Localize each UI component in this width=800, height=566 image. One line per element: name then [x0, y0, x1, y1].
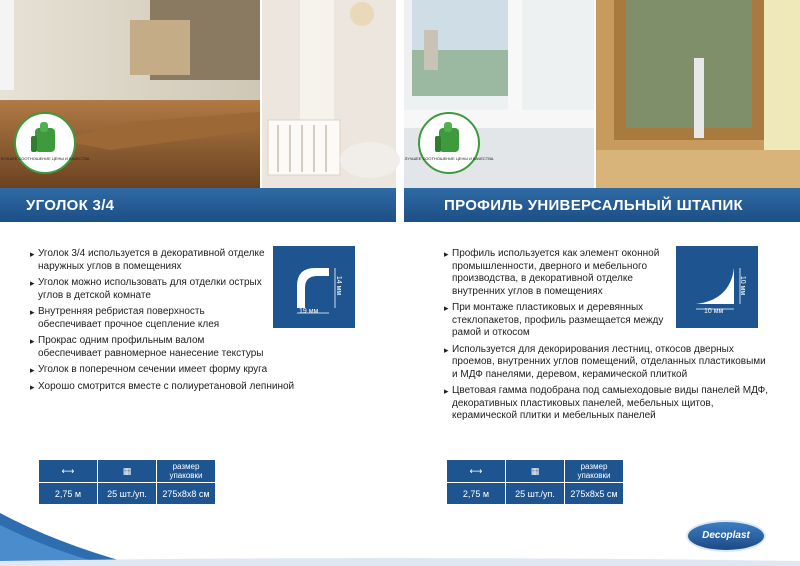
pack-size-header: размер упаковки — [565, 460, 624, 483]
quantity-value: 25 шт./уп. — [506, 483, 565, 505]
pack-size-value: 275x8x8 см — [157, 483, 216, 505]
spec-table — [38, 459, 216, 505]
feature-item: ▸ Прокрас одним профильным валом обеспечивает равномерное нанесение текстуры — [30, 335, 270, 360]
length-value: 2,75 м — [447, 483, 506, 505]
length-value: 2,75 м — [39, 483, 98, 505]
feature-item: ▸ Профиль используется как элемент оконной промышленности, дверного и мебельного производства, в декоративной отделке внутренних углов в помещениях — [444, 248, 667, 298]
package-icon: ▦ — [98, 460, 157, 483]
badge-label: ЛУЧШЕЕ СООТНОШЕНИЕ ЦЕНЫ И КАЧЕСТВА — [404, 156, 494, 161]
feature-item: ▸ Уголок можно использовать для отделки острых углов в детской комнате — [30, 277, 270, 302]
quality-badge — [404, 112, 494, 174]
feature-item: ▸ Уголок 3/4 используется в декоративной отделке наружных углов в помещениях — [30, 248, 270, 273]
title-bar — [0, 188, 396, 222]
feature-item: ▸ При монтаже пластиковых и деревянных стеклопакетов, профиль размещается между рамой и откосом — [444, 302, 667, 340]
feature-list — [30, 248, 295, 397]
feature-item: ▸ Внутренняя ребристая поверхность обеспечивает прочное сцепление клея — [30, 306, 270, 331]
height-dimension: 10 мм — [739, 275, 747, 296]
width-dimension: 10 мм — [704, 308, 724, 315]
length-icon: ⟷ — [447, 460, 506, 483]
feature-item: ▸ Используется для декорирования лестниц, откосов дверных проемов, внутренних углов помещений, отделанных пластиковыми и МДФ панелями, деревом, керамической плиткой — [444, 344, 774, 382]
profile-diagram — [273, 246, 355, 328]
spec-table — [446, 459, 624, 505]
decorative-wave — [0, 505, 800, 566]
pack-size-value: 275x8x5 см — [565, 483, 624, 505]
product-title: ПРОФИЛЬ УНИВЕРСАЛЬНЫЙ ШТАПИК — [444, 197, 744, 214]
product-panel-shtapik — [404, 0, 800, 566]
profile-diagram — [676, 246, 758, 328]
badge-label: ЛУЧШЕЕ СООТНОШЕНИЕ ЦЕНЫ И КАЧЕСТВА — [0, 156, 90, 161]
package-icon: ▦ — [506, 460, 565, 483]
quality-badge — [0, 112, 90, 174]
length-icon: ⟷ — [39, 460, 98, 483]
width-dimension: 19 мм — [299, 308, 319, 315]
feature-item: ▸ Хорошо смотрится вместе с полиуретановой лепниной — [30, 381, 368, 394]
pack-size-header: размер упаковки — [157, 460, 216, 483]
quantity-value: 25 шт./уп. — [98, 483, 157, 505]
feature-item: ▸ Цветовая гамма подобрана под самыеходовые виды панелей МДФ, декоративных пластиковых панелей, мебельных щитов, керамической плитки и мебельных панелей — [444, 385, 774, 423]
decoplast-logo: Decoplast — [686, 520, 766, 552]
height-dimension: 14 мм — [335, 275, 343, 296]
product-title: УГОЛОК 3/4 — [26, 197, 115, 214]
feature-item: ▸ Уголок в поперечном сечении имеет форму круга — [30, 364, 338, 377]
title-bar — [404, 188, 800, 222]
product-panel-ugolok — [0, 0, 396, 566]
